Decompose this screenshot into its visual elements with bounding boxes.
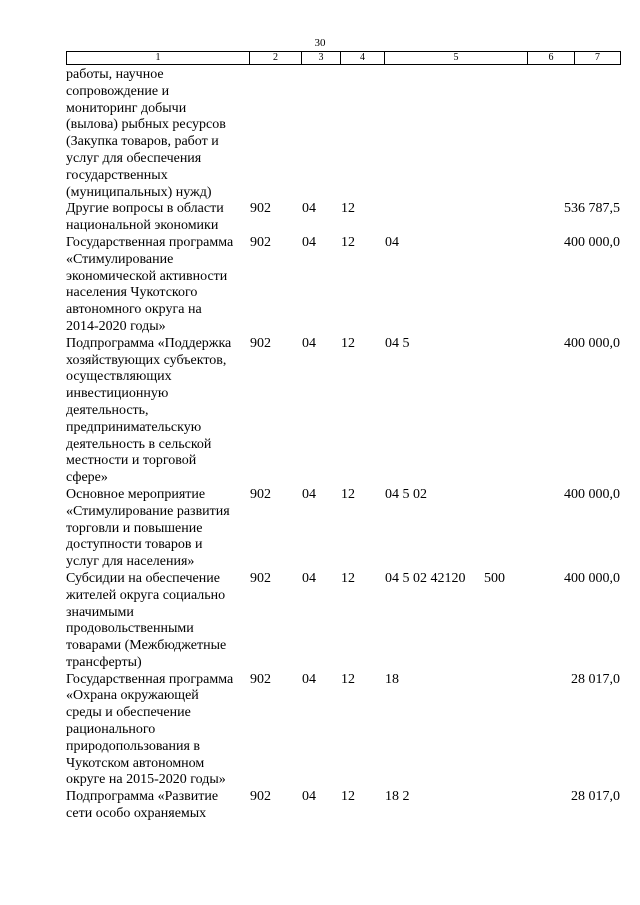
col-6-value <box>484 487 531 571</box>
col-2-value: 902 <box>250 789 271 805</box>
col-6-value: 500 <box>484 570 505 586</box>
table-row <box>66 571 620 672</box>
col-7-value: 28 017,0 <box>571 789 620 805</box>
col-3-value: 04 <box>302 671 316 687</box>
col-5-value <box>385 201 484 235</box>
col-7-value: 400 000,0 <box>564 570 620 586</box>
col-3-value: 04 <box>302 789 316 805</box>
col-3-value: 04 <box>302 486 316 502</box>
table-row <box>66 235 620 336</box>
col-5-value: 04 5 02 <box>385 486 427 502</box>
col-3-value: 04 <box>302 335 316 351</box>
header-col-3: 3 <box>302 52 341 65</box>
table-row <box>66 67 620 201</box>
row-name: Основное мероприятие «Стимулирование развития торговли и повышение доступности товаров и услуг для населения» <box>66 486 230 570</box>
row-name: Государственная программа «Стимулирование экономической активности населения Чукотского автономного округа на 2014-2020 годы» <box>66 234 234 334</box>
col-5-value: 04 5 02 42120 <box>385 570 466 586</box>
col-6-value <box>484 789 531 823</box>
col-2-value: 902 <box>250 234 271 250</box>
budget-table <box>66 67 620 823</box>
col-6-value <box>484 67 531 201</box>
col-5-value: 18 2 <box>385 789 410 805</box>
col-3-value <box>302 67 341 201</box>
col-2-value <box>250 67 302 201</box>
col-4-value: 12 <box>341 335 355 351</box>
col-4-value: 12 <box>341 486 355 502</box>
col-6-value <box>484 336 531 487</box>
col-2-value: 902 <box>250 570 271 586</box>
table-row <box>66 487 620 571</box>
row-name: Подпрограмма «Поддержка хозяйствующих субъектов, осуществляющих инвестиционную деятельность, предпринимательскую деятельность в сельской местности и торговой сфере» <box>66 335 232 486</box>
col-4-value: 12 <box>341 671 355 687</box>
row-name: Государственная программа «Охрана окружающей среды и обеспечение рационального природопользования в Чукотском автономном округе на 2015-2020 годы» <box>66 671 234 788</box>
table-row <box>66 336 620 487</box>
table-row <box>66 789 620 823</box>
col-5-value: 04 5 <box>385 335 410 351</box>
col-5-value <box>385 67 484 201</box>
col-7-value <box>531 67 620 201</box>
col-3-value: 04 <box>302 201 316 217</box>
col-5-value: 18 <box>385 671 399 687</box>
header-row <box>67 52 621 65</box>
header-col-4: 4 <box>341 52 385 65</box>
col-2-value: 902 <box>250 671 271 687</box>
col-4-value: 12 <box>341 201 355 217</box>
row-name: Субсидии на обеспечение жителей округа социально значимыми продовольственными товарами (Межбюджетные трансферты) <box>66 570 227 670</box>
col-7-value: 400 000,0 <box>564 234 620 250</box>
header-col-1: 1 <box>67 52 250 65</box>
header-col-5: 5 <box>385 52 528 65</box>
col-6-value <box>484 672 531 790</box>
row-name: Подпрограмма «Развитие сети особо охраняемых <box>66 789 219 822</box>
header-col-7: 7 <box>575 52 621 65</box>
col-5-value: 04 <box>385 234 399 250</box>
col-7-value: 400 000,0 <box>564 335 620 351</box>
col-2-value: 902 <box>250 486 271 502</box>
table-row <box>66 201 620 235</box>
table-row <box>66 672 620 790</box>
page-number: 30 <box>314 37 326 49</box>
col-7-value: 536 787,5 <box>564 201 620 217</box>
col-4-value <box>341 67 385 201</box>
col-2-value: 902 <box>250 201 271 217</box>
col-4-value: 12 <box>341 234 355 250</box>
table-header <box>66 51 621 65</box>
header-col-2: 2 <box>250 52 302 65</box>
col-6-value <box>484 201 531 235</box>
header-col-6: 6 <box>528 52 575 65</box>
col-4-value: 12 <box>341 789 355 805</box>
row-name: работы, научное сопровождение и мониторинг добычи (вылова) рыбных ресурсов (Закупка товаров, работ и услуг для обеспечения государственных (муниципальных) нужд) <box>66 67 226 200</box>
col-6-value <box>484 235 531 336</box>
col-2-value: 902 <box>250 335 271 351</box>
col-7-value: 28 017,0 <box>571 671 620 687</box>
row-name: Другие вопросы в области национальной экономики <box>66 201 224 234</box>
col-3-value: 04 <box>302 234 316 250</box>
col-4-value: 12 <box>341 570 355 586</box>
col-7-value: 400 000,0 <box>564 486 620 502</box>
col-3-value: 04 <box>302 570 316 586</box>
